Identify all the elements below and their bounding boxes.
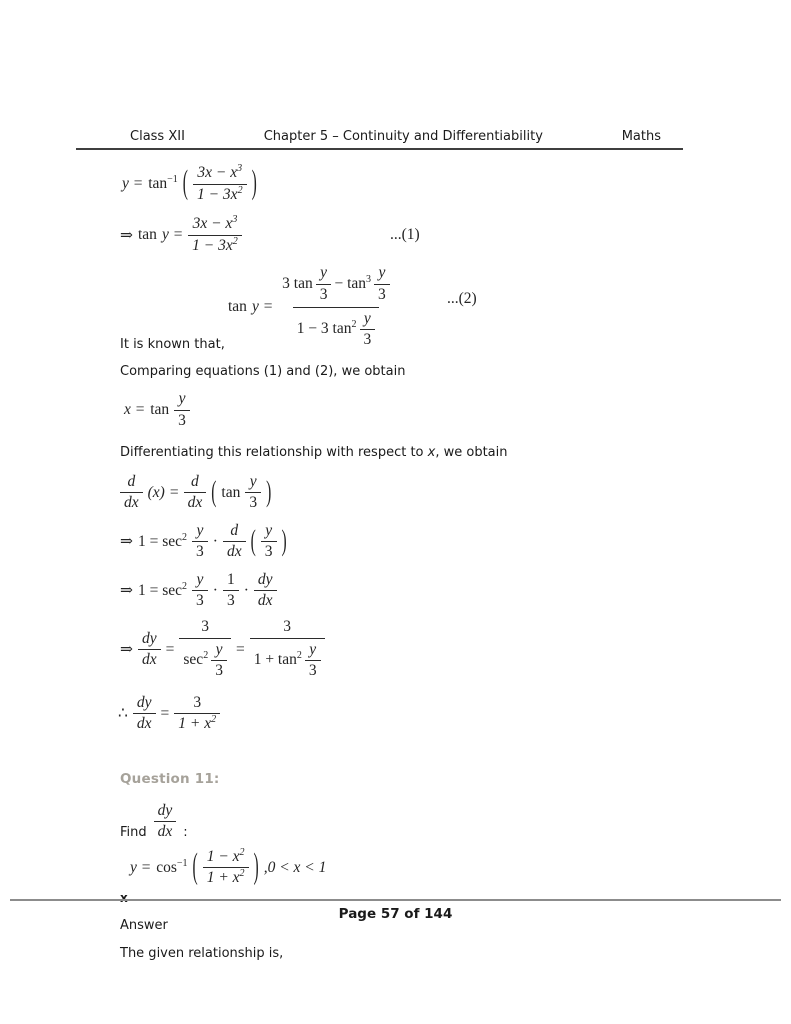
dy-over-dx-fraction: $\frac{dy}{dx}$ bbox=[133, 693, 156, 735]
dy-over-dx-fraction: $\frac{dy}{dx}$ bbox=[154, 801, 177, 843]
equation-9 bbox=[118, 693, 695, 735]
equals-sign: = bbox=[160, 704, 170, 722]
implies-symbol: ⇒ bbox=[120, 226, 133, 244]
eq2-numerator: $3x - x^3$ bbox=[192, 214, 238, 233]
find-label: Find bbox=[120, 824, 147, 840]
implies-symbol: ⇒ bbox=[120, 533, 133, 551]
header-chapter-title: Chapter 5 – Continuity and Differentiability bbox=[263, 129, 543, 144]
eq8-den-sec: $\sec^2$ bbox=[183, 650, 209, 669]
y-over-3-fraction: $\frac{y}{3}$ bbox=[192, 521, 208, 563]
d-over-dx-fraction: $\frac{d}{dx}$ bbox=[184, 472, 207, 514]
right-paren: ) bbox=[251, 164, 257, 203]
find-line bbox=[120, 801, 695, 840]
therefore-symbol: ∴ bbox=[118, 705, 128, 723]
equation-tag-2: ...(2) bbox=[447, 290, 477, 308]
eq3-function: tan bbox=[228, 298, 247, 316]
x-marker: x bbox=[120, 890, 128, 905]
equation-7 bbox=[120, 570, 695, 612]
text-known: It is known that, bbox=[120, 336, 225, 352]
question-heading: Question 11: bbox=[120, 771, 220, 788]
dy-over-dx-fraction: $\frac{dy}{dx}$ bbox=[138, 629, 161, 671]
left-paren: ( bbox=[192, 847, 198, 888]
eq3-den-term: 1 − 3 $\tan^2$ bbox=[296, 319, 357, 338]
eq10-numerator: $1 - x^2$ bbox=[206, 846, 245, 865]
eq10-domain-condition: ,0 < x < 1 bbox=[263, 858, 327, 876]
eq10-function: $\cos^{-1}$ bbox=[156, 857, 188, 876]
y-over-3-fraction: $\frac{y}{3}$ bbox=[316, 263, 332, 305]
y-over-3-fraction: $\frac{y}{3}$ bbox=[374, 263, 390, 305]
implies-symbol: ⇒ bbox=[120, 582, 133, 600]
right-paren: ) bbox=[253, 847, 259, 888]
eq2-function: tan bbox=[138, 226, 157, 244]
header-subject-label: Maths bbox=[621, 129, 661, 144]
eq10-denominator: $1 + x^2$ bbox=[206, 868, 245, 887]
eq7-lead: $1 = \sec^2$ bbox=[138, 580, 188, 599]
answer-label: Answer bbox=[120, 917, 168, 933]
right-paren: ) bbox=[281, 525, 287, 558]
equation-6 bbox=[120, 521, 695, 563]
eq5-x-term: (x) bbox=[147, 483, 165, 501]
eq1-lhs: y = bbox=[122, 175, 144, 193]
equation-4 bbox=[124, 389, 695, 431]
eq2-lhs: y = bbox=[161, 226, 184, 244]
text-comparing: Comparing equations (1) and (2), we obtain bbox=[120, 363, 406, 379]
one-third-fraction: $\frac{1}{3}$ bbox=[223, 570, 239, 612]
equals-sign: = bbox=[165, 640, 175, 658]
eq10-lhs: y = bbox=[130, 858, 152, 876]
eq3-num-term2: − $\tan^3$ bbox=[334, 274, 372, 293]
cdot-symbol: · bbox=[212, 532, 218, 550]
text-given-relationship: The given relationship is, bbox=[120, 945, 284, 961]
eq3-num-term1: 3 tan bbox=[282, 275, 313, 293]
eq10-fraction bbox=[203, 847, 249, 889]
y-over-3-fraction: $\frac{y}{3}$ bbox=[245, 472, 261, 514]
equation-5 bbox=[120, 472, 695, 514]
eq9-denominator: $1 + x^2$ bbox=[178, 714, 217, 733]
right-paren: ) bbox=[266, 475, 272, 509]
var-x: x bbox=[427, 445, 436, 461]
eq1-function: $\tan^{-1}$ bbox=[148, 174, 178, 193]
equation-2 bbox=[120, 214, 695, 256]
eq1-denominator: $1 - 3x^2$ bbox=[196, 184, 243, 203]
equals-sign: = bbox=[169, 483, 179, 501]
equation-tag-1: ...(1) bbox=[390, 226, 420, 244]
y-over-3-fraction: $\frac{y}{3}$ bbox=[360, 309, 376, 351]
equation-8 bbox=[120, 617, 695, 683]
y-over-3-fraction: $\frac{y}{3}$ bbox=[211, 640, 227, 682]
eq3-lhs: y = bbox=[251, 298, 274, 316]
header-class-label: Class XII bbox=[130, 129, 185, 144]
d-over-dx-fraction: $\frac{d}{dx}$ bbox=[223, 521, 246, 563]
eq4-lhs: x = bbox=[124, 401, 146, 419]
eq2-denominator: $1 - 3x^2$ bbox=[192, 235, 238, 254]
cdot-symbol: · bbox=[243, 581, 249, 599]
page-content bbox=[120, 163, 695, 963]
left-paren: ( bbox=[211, 475, 217, 509]
eq8-fraction-1: 3 $\sec^2$ $\frac{y}{3}$ bbox=[179, 617, 231, 683]
page-number: Page 57 of 144 bbox=[338, 906, 453, 922]
eq1-numerator: $3x - x^3$ bbox=[197, 163, 243, 181]
y-over-3-fraction: $\frac{y}{3}$ bbox=[174, 389, 190, 431]
eq5-function: tan bbox=[221, 483, 241, 501]
eq1-fraction bbox=[193, 163, 247, 205]
page-header bbox=[76, 129, 683, 150]
left-paren: ( bbox=[182, 164, 188, 203]
y-over-3-fraction: $\frac{y}{3}$ bbox=[305, 640, 321, 682]
y-over-3-fraction: $\frac{y}{3}$ bbox=[261, 521, 277, 563]
eq8-fraction-2: 3 $1 + \tan^2$ $\frac{y}{3}$ bbox=[250, 617, 325, 683]
dy-over-dx-fraction: $\frac{dy}{dx}$ bbox=[254, 570, 277, 612]
eq9-fraction: $\frac{3}{1 + x^2}$ bbox=[174, 693, 220, 735]
eq4-function: tan bbox=[150, 401, 170, 419]
left-paren: ( bbox=[250, 525, 256, 558]
y-over-3-fraction: $\frac{y}{3}$ bbox=[192, 570, 208, 612]
implies-symbol: ⇒ bbox=[120, 641, 133, 659]
cdot-symbol: · bbox=[212, 581, 218, 599]
eq6-lead: $1 = \sec^2$ bbox=[138, 531, 188, 550]
find-colon: : bbox=[183, 824, 188, 840]
equation-10 bbox=[130, 847, 695, 889]
d-over-dx-fraction: $\frac{d}{dx}$ bbox=[120, 472, 143, 514]
equation-1 bbox=[122, 163, 695, 205]
text-differentiating: Differentiating this relationship with respect to x, we obtain bbox=[120, 445, 508, 461]
eq2-fraction bbox=[188, 214, 242, 256]
equals-sign: = bbox=[235, 640, 245, 658]
eq8-den-tan: $1 + \tan^2$ bbox=[253, 650, 302, 669]
footer-rule bbox=[10, 899, 781, 901]
